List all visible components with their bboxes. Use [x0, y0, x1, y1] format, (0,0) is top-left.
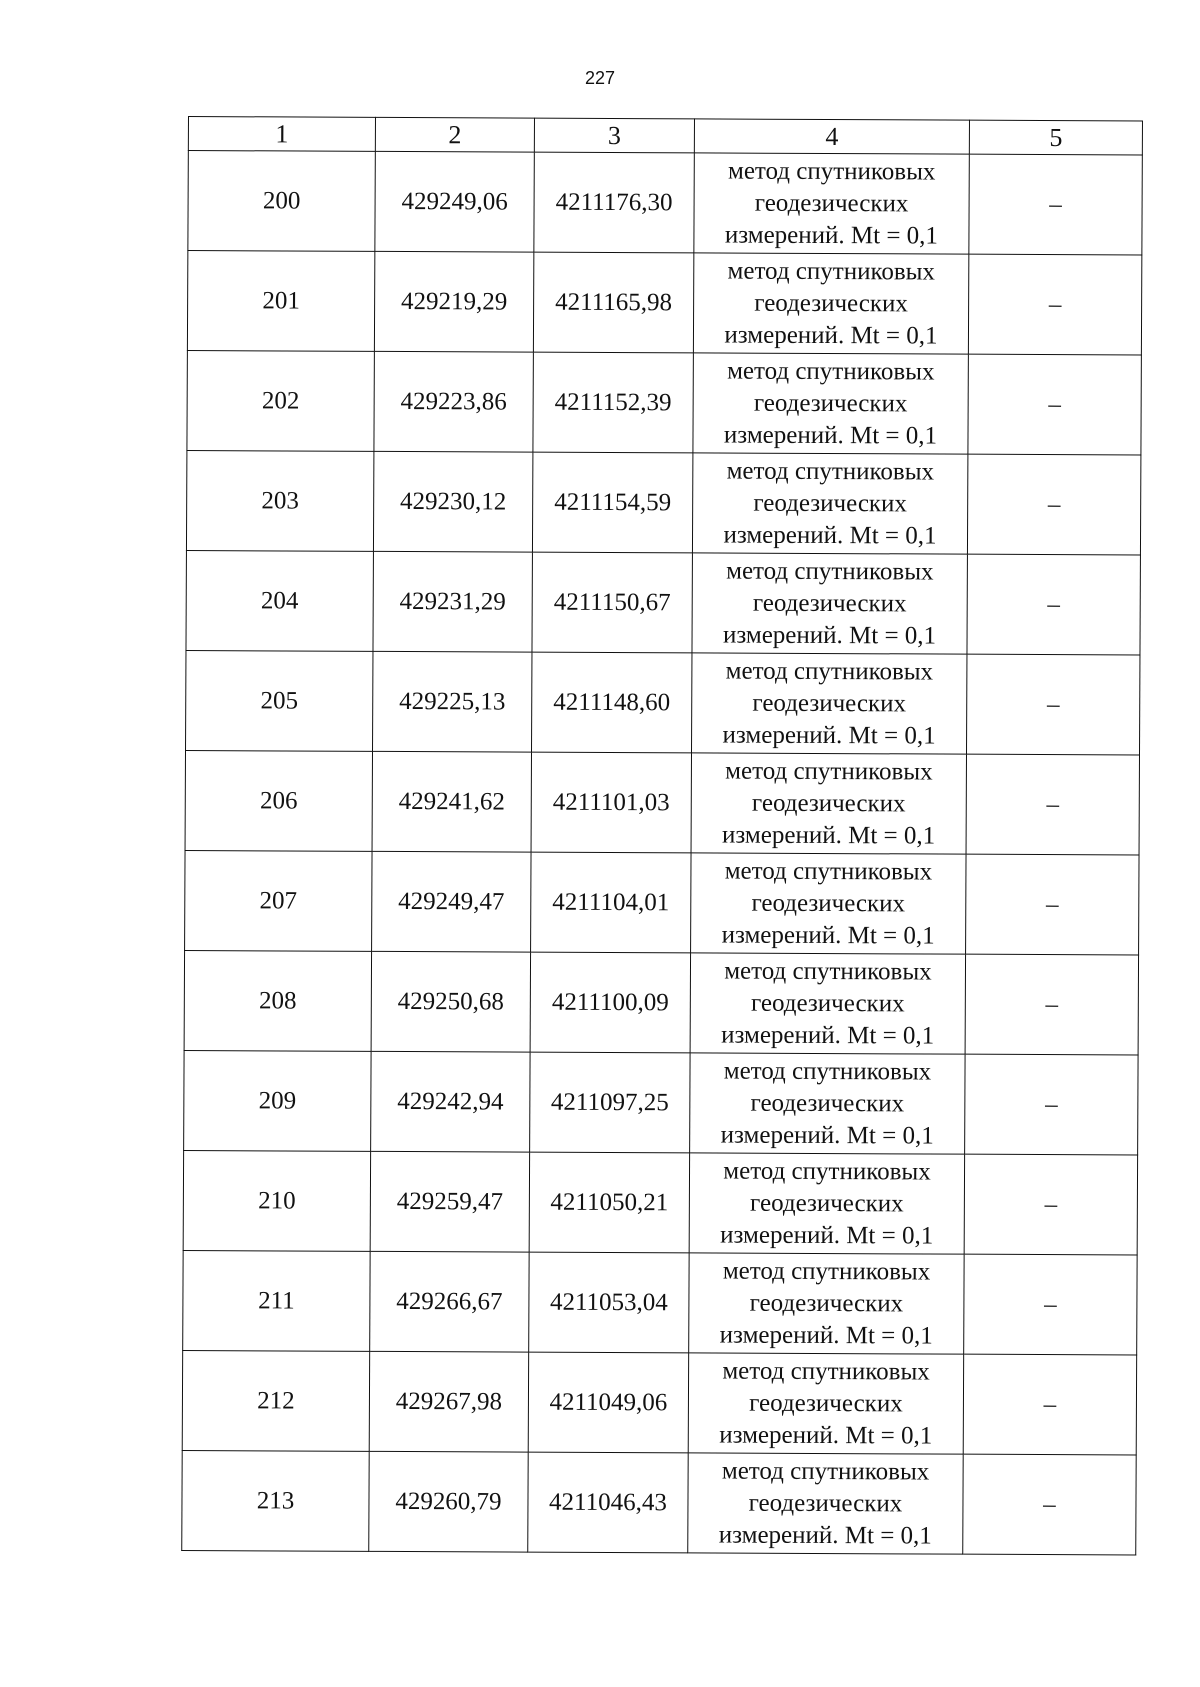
header-cell-3: 3	[534, 118, 694, 153]
point-number-cell: 210	[183, 1150, 370, 1251]
table-row	[186, 450, 1140, 554]
note-cell: –	[967, 554, 1140, 655]
x-coordinate-cell: 429260,79	[369, 1451, 528, 1552]
x-coordinate-cell: 429230,12	[373, 451, 532, 552]
method-cell	[688, 1453, 963, 1554]
table-row	[185, 750, 1139, 854]
coordinates-table	[181, 116, 1143, 1555]
method-text-line: метод спутниковых	[723, 1157, 931, 1186]
method-text-line: измерений. Mt = 0,1	[723, 521, 937, 550]
table-row	[184, 1050, 1138, 1154]
method-text-line: измерений. Mt = 0,1	[719, 1321, 933, 1350]
method-cell	[692, 553, 967, 654]
method-text-line: метод спутниковых	[725, 757, 933, 786]
table-row	[183, 1150, 1137, 1254]
point-number-cell: 203	[186, 450, 373, 551]
method-text-line: геодезических	[751, 789, 906, 817]
method-cell	[691, 853, 966, 954]
note-cell: –	[966, 754, 1139, 855]
method-text-line: измерений. Mt = 0,1	[722, 821, 936, 850]
method-text-line: измерений. Mt = 0,1	[721, 1021, 935, 1050]
header-cell-5: 5	[969, 120, 1142, 155]
point-number-cell: 205	[186, 650, 373, 751]
method-text-line: метод спутниковых	[722, 1357, 930, 1386]
note-cell: –	[967, 654, 1140, 755]
method-cell	[693, 353, 968, 454]
header-cell-2: 2	[375, 117, 534, 152]
point-number-cell: 209	[184, 1050, 371, 1151]
method-text-line: геодезических	[752, 589, 907, 617]
note-cell: –	[965, 954, 1138, 1055]
note-cell: –	[965, 1054, 1138, 1155]
x-coordinate-cell: 429225,13	[373, 651, 532, 752]
method-text-line: измерений. Mt = 0,1	[724, 221, 939, 250]
method-text-line: измерений. Mt = 0,1	[719, 1421, 933, 1450]
point-number-cell: 207	[185, 850, 372, 951]
y-coordinate-cell: 4211053,04	[529, 1252, 689, 1353]
point-number-cell: 212	[182, 1350, 369, 1451]
note-cell: –	[966, 854, 1139, 955]
method-text-line: измерений. Mt = 0,1	[723, 421, 938, 450]
method-text-line: геодезических	[754, 189, 909, 217]
method-text-line: метод спутниковых	[726, 457, 935, 486]
note-cell: –	[968, 354, 1141, 455]
table-row	[187, 350, 1141, 454]
method-text-line: метод спутниковых	[726, 557, 934, 586]
method-cell	[690, 1053, 965, 1154]
point-number-cell: 202	[187, 350, 374, 451]
x-coordinate-cell: 429250,68	[371, 951, 530, 1052]
point-number-cell: 204	[186, 550, 373, 651]
method-cell	[690, 953, 965, 1054]
x-coordinate-cell: 429242,94	[371, 1051, 530, 1152]
method-text-line: геодезических	[748, 1489, 903, 1517]
x-coordinate-cell: 429249,47	[372, 851, 531, 952]
method-text-line: измерений. Mt = 0,1	[722, 721, 936, 750]
table-row	[188, 151, 1142, 255]
method-text-line: геодезических	[750, 1189, 904, 1217]
note-cell: –	[969, 154, 1142, 255]
y-coordinate-cell: 4211176,30	[534, 152, 694, 253]
method-cell	[691, 753, 966, 854]
table-row	[183, 1250, 1137, 1354]
method-text-line: геодезических	[754, 289, 908, 317]
header-cell-1: 1	[188, 117, 375, 152]
method-text-line: измерений. Mt = 0,1	[721, 921, 935, 950]
method-text-line: измерений. Mt = 0,1	[722, 621, 937, 650]
point-number-cell: 213	[182, 1450, 369, 1551]
method-text-line: геодезических	[751, 889, 906, 917]
note-cell: –	[964, 1154, 1137, 1255]
y-coordinate-cell: 4211049,06	[528, 1352, 688, 1453]
note-cell: –	[963, 1354, 1136, 1455]
header-cell-4: 4	[694, 119, 969, 154]
note-cell: –	[968, 254, 1141, 355]
method-cell	[692, 453, 967, 554]
y-coordinate-cell: 4211050,21	[529, 1152, 689, 1253]
x-coordinate-cell: 429241,62	[372, 751, 531, 852]
method-text-line: геодезических	[752, 689, 907, 717]
y-coordinate-cell: 4211154,59	[532, 452, 692, 553]
method-text-line: метод спутниковых	[722, 1257, 931, 1286]
method-cell	[688, 1353, 963, 1454]
method-text-line: метод спутниковых	[727, 257, 936, 286]
point-number-cell: 211	[183, 1250, 370, 1351]
x-coordinate-cell: 429259,47	[370, 1151, 529, 1252]
y-coordinate-cell: 4211100,09	[530, 952, 690, 1053]
method-cell	[689, 1153, 964, 1254]
coordinates-table-wrapper	[181, 116, 1142, 1555]
note-cell: –	[963, 1454, 1136, 1555]
method-text-line: метод спутниковых	[724, 957, 932, 986]
table-row	[186, 550, 1140, 654]
header-row	[188, 117, 1142, 155]
method-text-line: геодезических	[750, 1089, 905, 1117]
point-number-cell: 200	[188, 151, 375, 252]
method-text-line: геодезических	[750, 989, 905, 1017]
x-coordinate-cell: 429249,06	[375, 151, 534, 252]
x-coordinate-cell: 429219,29	[374, 251, 533, 352]
y-coordinate-cell: 4211150,67	[532, 552, 692, 653]
method-text-line: метод спутниковых	[721, 1457, 930, 1486]
point-number-cell: 201	[187, 251, 374, 352]
table-row	[185, 850, 1139, 954]
method-cell	[692, 653, 967, 754]
x-coordinate-cell: 429267,98	[369, 1351, 528, 1452]
point-number-cell: 208	[184, 950, 371, 1051]
table-row	[184, 950, 1138, 1054]
page-number: 227	[584, 68, 616, 88]
method-text-line: метод спутниковых	[727, 357, 935, 386]
method-text-line: метод спутниковых	[724, 857, 933, 886]
method-cell	[689, 1253, 964, 1354]
method-cell	[694, 153, 969, 254]
note-cell: –	[967, 454, 1140, 555]
y-coordinate-cell: 4211104,01	[531, 852, 691, 953]
point-number-cell: 206	[185, 750, 372, 851]
method-text-line: геодезических	[753, 389, 908, 417]
x-coordinate-cell: 429266,67	[370, 1251, 529, 1352]
note-cell: –	[964, 1254, 1137, 1355]
method-text-line: геодезических	[749, 1289, 904, 1317]
method-text-line: метод спутниковых	[723, 1057, 932, 1086]
method-text-line: измерений. Mt = 0,1	[720, 1221, 934, 1250]
y-coordinate-cell: 4211046,43	[528, 1452, 688, 1553]
table-row	[182, 1450, 1136, 1554]
method-text-line: измерений. Mt = 0,1	[720, 1121, 934, 1150]
x-coordinate-cell: 429231,29	[373, 551, 532, 652]
method-text-line: измерений. Mt = 0,1	[718, 1521, 932, 1550]
method-text-line: геодезических	[749, 1389, 903, 1417]
y-coordinate-cell: 4211152,39	[533, 352, 693, 453]
y-coordinate-cell: 4211101,03	[531, 752, 691, 853]
method-text-line: метод спутниковых	[727, 157, 936, 186]
method-text-line: геодезических	[753, 489, 908, 517]
y-coordinate-cell: 4211097,25	[530, 1052, 690, 1153]
method-text-line: измерений. Mt = 0,1	[724, 321, 938, 350]
x-coordinate-cell: 429223,86	[374, 351, 533, 452]
y-coordinate-cell: 4211148,60	[532, 652, 692, 753]
table-row	[187, 251, 1141, 355]
method-cell	[693, 253, 968, 354]
method-text-line: метод спутниковых	[725, 657, 934, 686]
table-body	[182, 151, 1143, 1555]
table-row	[186, 650, 1140, 754]
y-coordinate-cell: 4211165,98	[533, 252, 693, 353]
table-row	[182, 1350, 1136, 1454]
